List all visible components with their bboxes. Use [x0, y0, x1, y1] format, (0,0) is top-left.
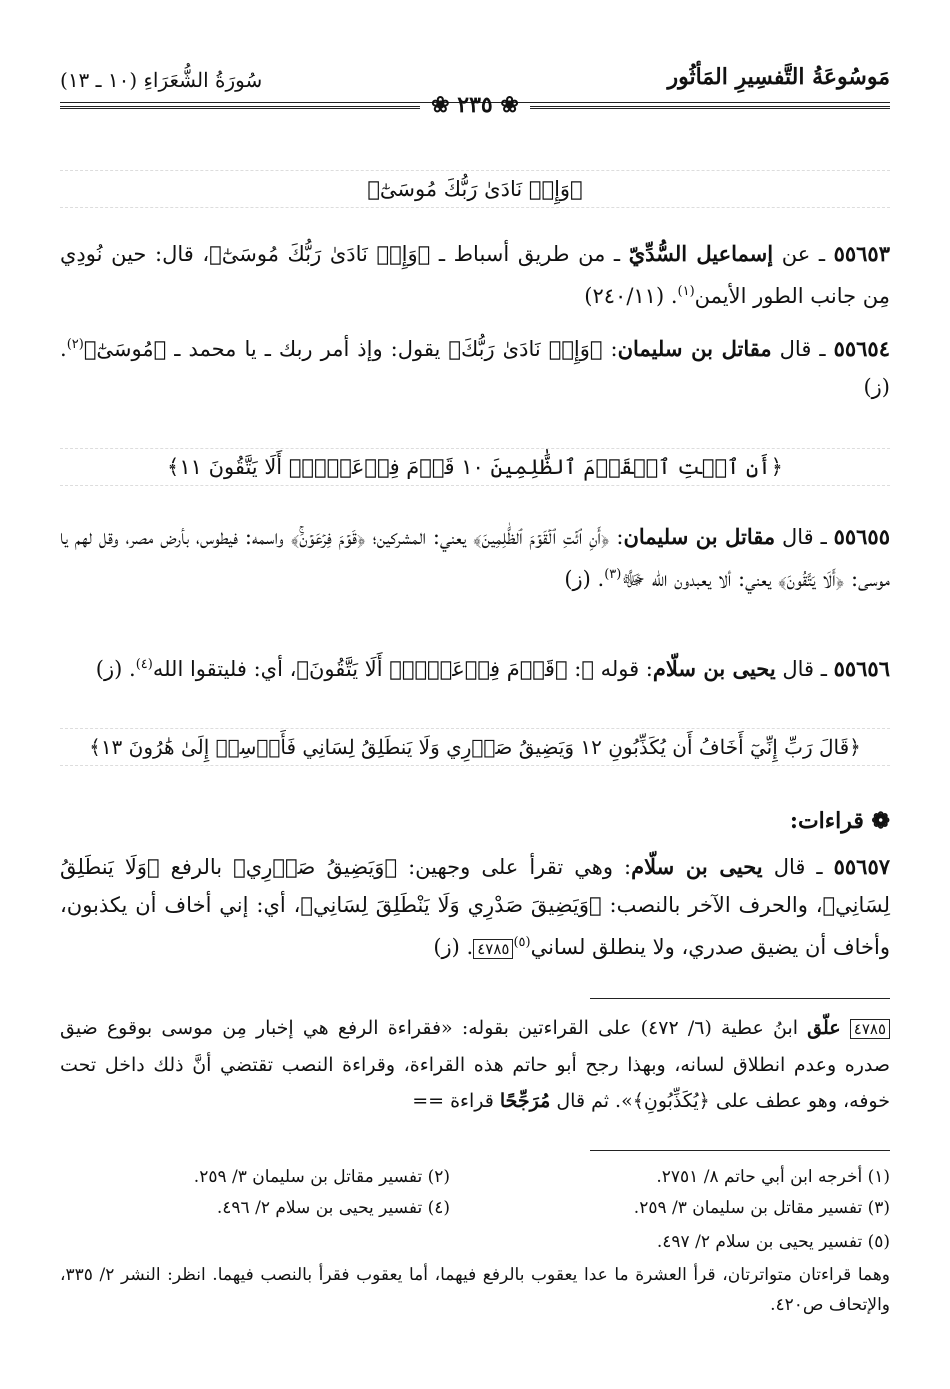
footnote-ref: (٥): [513, 935, 531, 950]
narrator-name: مقاتل بن سليمان: [623, 524, 776, 549]
text: :: [609, 525, 624, 549]
text: . (ز): [433, 935, 474, 959]
narration-55653: [60, 235, 890, 315]
footnote-4: (٤) تفسير يحيى بن سلام ٢/ ٤٩٦.: [216, 1198, 450, 1218]
text: ـ من طريق أسباط ـ: [430, 242, 629, 266]
text: ». ثم قال: [550, 1090, 633, 1112]
narration-55654: [60, 326, 890, 406]
narration-55656: [60, 646, 890, 688]
text: ـ قال: [762, 855, 834, 879]
page-number-line-right: [530, 106, 890, 109]
text: ، قال: حين نُودِي مِن جانب الطور الأيمن: [60, 242, 890, 308]
section-title-readings: ❁ قراءات:: [789, 808, 890, 834]
text: يقول: وإذ أمر ربك ـ يا محمد ـ: [166, 337, 449, 361]
quran-quote: ﴿وَلَا يَنطَلِقُ لِسَانِي﴾: [60, 855, 891, 917]
narration-number: ٥٥٦٥٤: [833, 336, 890, 361]
text: . (ز): [95, 657, 136, 681]
footnote-2: (٢) تفسير مقاتل بن سليمان ٣/ ٢٥٩.: [193, 1167, 450, 1187]
footnote-ref: (٣): [604, 567, 622, 582]
text: ابنُ عطية (٦/ ٤٧٢) على القراءتين بقوله: «فقراءة الرفع هي إخبار مِن موسى بوقوع ضيق صدره وعدم انطلاق لسانه، وبهذا رجح أبو حاتم هذه القراءة، وقراءة النصب تقتضي أنَّ ذلك داخل تحت خوفه، وهو عطف على: [60, 1017, 890, 1112]
text: ، أي: فليتقوا الله: [152, 657, 297, 681]
commentary-number-box: ٤٧٨٥: [850, 1019, 890, 1039]
verse-heading-1: ﴿وَإِذۡ نَادَىٰ رَبُّكَ مُوسَىٰٓ﴾: [60, 170, 890, 208]
text: . (٢٤٠/١١): [584, 284, 678, 308]
text: ـ عن: [773, 242, 834, 266]
quran-quote: ﴿وَيَضِيقُ صَدۡرِي﴾: [233, 855, 398, 879]
text: قراءة ==: [412, 1090, 500, 1112]
page-number-row: [60, 94, 890, 118]
surah-title: سُورَةُ الشُّعَرَاءِ (١٠ ـ ١٣): [60, 68, 263, 92]
quran-quote: ﴿يُكَذِّبُونِ﴾: [632, 1090, 710, 1112]
commentary-note: [60, 1010, 890, 1119]
commentary-lead: علّق: [807, 1017, 841, 1039]
verse-heading-2: ﴿أَنِ ٱئۡتِ ٱلۡقَوۡمَ ٱلظَّٰلِمِينَ ١٠ قَوۡمَ فِرۡعَوۡنَۚ أَلَا يَتَّقُونَ ١١﴾: [60, 448, 890, 486]
narration-number: ٥٥٦٥٣: [833, 241, 890, 266]
narrator-name: مقاتل بن سليمان: [617, 336, 772, 361]
text: ، والحرف الآخر بالنصب:: [601, 893, 823, 917]
footnote-1: (١) أخرجه ابن أبي حاتم ٨/ ٢٧٥١.: [656, 1167, 890, 1187]
footnote-separator: [590, 1150, 890, 1151]
text: . (ز): [60, 337, 890, 399]
narration-55655: [60, 518, 890, 598]
narration-number: ٥٥٦٥٥: [833, 524, 890, 549]
quran-quote: ﴿مُوسَىٰٓ﴾: [83, 337, 167, 361]
page-number: ❀ ٢٣٥ ❀: [431, 92, 519, 118]
commentary-ref-box: ٤٧٨٥: [473, 939, 513, 959]
narration-number: ٥٥٦٥٧: [833, 854, 891, 879]
bold-word: مُرَجِّحًا: [499, 1090, 551, 1112]
text: ـ قال: [775, 657, 834, 681]
note-separator: [590, 998, 890, 999]
narrator-name: إسماعيل السُّدِّيّ: [628, 241, 774, 266]
narrator-name: يحيى بن سلّام: [652, 656, 776, 681]
quran-quote: ﴿قَوۡمَ فِرۡعَوۡنَۚ أَلَا يَتَّقُونَ﴾: [296, 657, 568, 681]
page-number-line-left: [60, 106, 420, 109]
text: :: [602, 337, 618, 361]
narration-number: ٥٥٦٥٦: [833, 656, 890, 681]
text: يعني: ألا يعبدون الله ﷻ: [621, 567, 778, 591]
quran-quote: ﴿وَإِذۡ نَادَىٰ رَبُّكَ﴾: [448, 337, 603, 361]
quran-quote: ﴿وَيَضِيقَ صَدْرِي وَلَا يَنْطَلِقَ لِسَانِي﴾: [300, 893, 602, 917]
quran-quote: ﴿أَلَا يَتَّقُونَ﴾: [777, 567, 845, 591]
text: ـ قال: [771, 337, 834, 361]
verse-heading-3: ﴿قَالَ رَبِّ إِنِّيٓ أَخَافُ أَن يُكَذِّبُونِ ١٢ وَيَضِيقُ صَدۡرِي وَلَا يَنطَلِقُ لِسَانِي فَأَرۡسِلۡ إِلَىٰ هَٰرُونَ ١٣﴾: [60, 728, 890, 766]
book-title: مَوسُوعَةُ التَّفسِيرِ المَأثُور: [667, 64, 890, 90]
text: ، أي: إني أخاف أن يكذبون، وأخاف أن يضيق صدري، ولا ينطلق لساني: [60, 893, 890, 959]
narration-55657: [60, 848, 890, 968]
text: يعني: المشركين؛: [365, 525, 474, 549]
text: . (ز): [564, 567, 605, 591]
text: بالرفع: [159, 855, 234, 879]
quran-quote: ﴿وَإِذۡ نَادَىٰ رَبُّكَ مُوسَىٰٓ﴾: [209, 242, 431, 266]
footnote-ref: (٢): [66, 337, 84, 352]
footnote-ref: (١): [677, 284, 695, 299]
text: ـ قال: [775, 525, 834, 549]
quran-quote: ﴿قَوۡمَ فِرۡعَوۡنَۚ﴾: [290, 525, 366, 549]
quran-quote: ﴿أَنِ ٱئۡتِ ٱلۡقَوۡمَ ٱلظَّٰلِمِينَ﴾: [473, 525, 610, 549]
footnote-5: (٥) تفسير يحيى بن سلام ٢/ ٤٩٧.: [656, 1232, 890, 1252]
text: واسمه: فيطوس، بأرض مصر، وقل لهم يا موسى:: [60, 525, 890, 591]
narrator-name: يحيى بن سلّام: [631, 854, 763, 879]
footnote-ref: (٤): [135, 657, 153, 672]
text: : قوله ﷻ:: [567, 657, 653, 681]
footnote-3: (٣) تفسير مقاتل بن سليمان ٣/ ٢٥٩.: [633, 1198, 890, 1218]
footnote-5-extra: وهما قراءتان متواترتان، قرأ العشرة ما عدا يعقوب بالرفع فيهما، أما يعقوب فقرأ بالنصب فيهما. انظر: النشر ٢/ ٣٣٥، والإتحاف ص٤٢٠.: [60, 1265, 890, 1315]
text: : وهي تقرأ على وجهين:: [397, 855, 632, 879]
